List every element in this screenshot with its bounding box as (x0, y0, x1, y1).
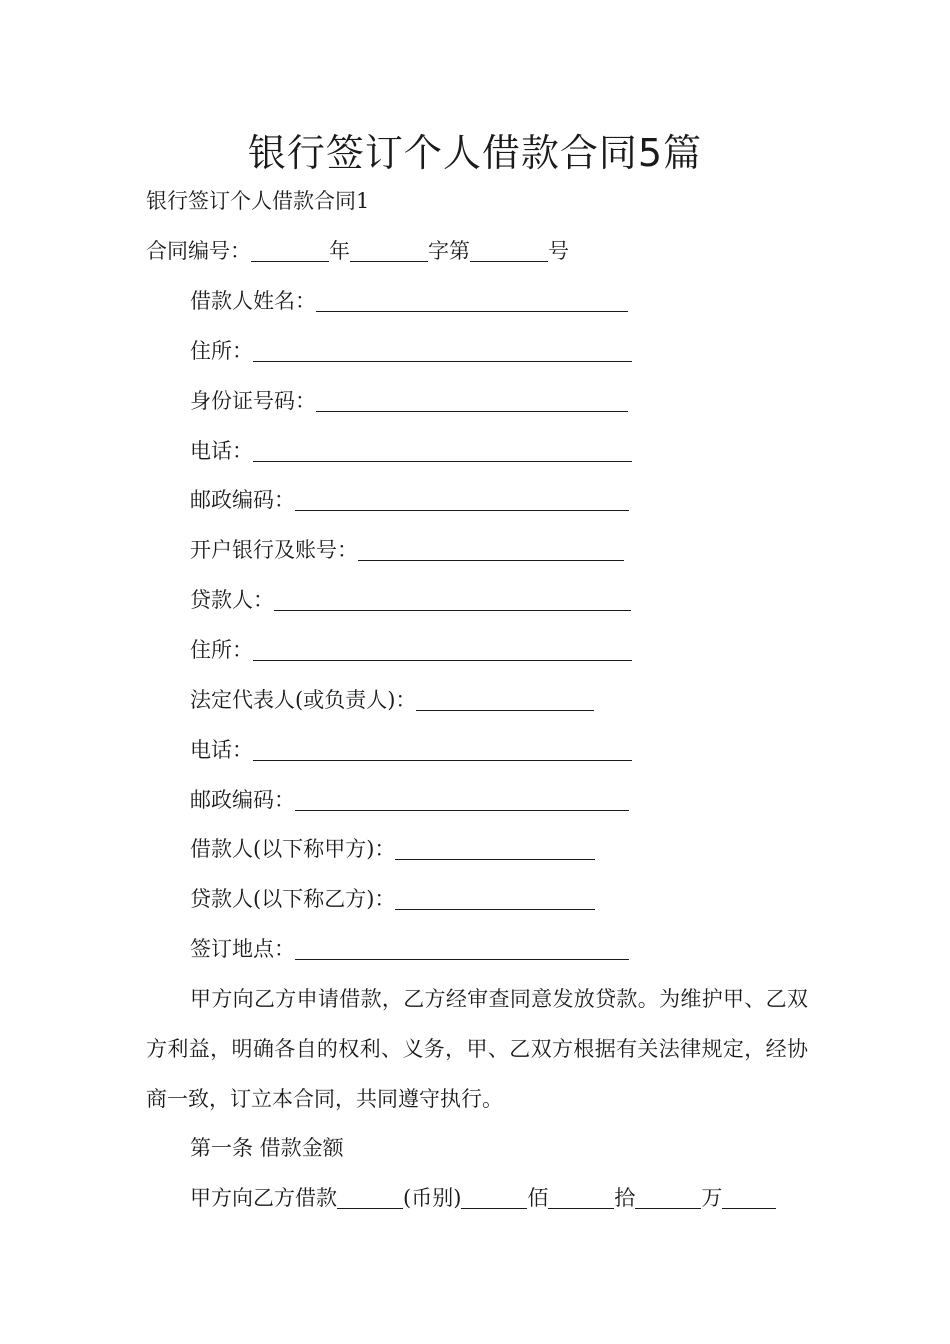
article-text: 万 (701, 1186, 723, 1210)
field-party-b (190, 884, 595, 914)
field-label: 住所： (190, 638, 253, 662)
blank-field (316, 389, 628, 412)
blank-field (253, 339, 632, 362)
blank-field (295, 788, 629, 811)
blank-field (635, 1186, 701, 1209)
field-borrower-phone (190, 436, 632, 466)
contract-zi-label: 字第 (428, 239, 470, 263)
blank-field (253, 638, 632, 661)
field-label: 电话： (190, 439, 253, 463)
field-id-number (190, 386, 628, 416)
blank-field (295, 488, 629, 511)
field-label: 签订地点： (190, 937, 295, 961)
blank-field (253, 738, 632, 761)
field-label: 贷款人(以下称乙方)： (190, 887, 396, 911)
blank-field (470, 239, 548, 262)
blank-field (395, 837, 595, 860)
blank-field (358, 538, 624, 561)
blank-field (316, 289, 628, 312)
field-label: 电话： (190, 738, 253, 762)
field-borrower-name (190, 286, 628, 316)
field-lender-postcode (190, 785, 629, 815)
field-label: 借款人(以下称甲方)： (190, 837, 396, 861)
field-lender (190, 585, 631, 615)
field-party-a (190, 834, 595, 864)
blank-field (274, 588, 631, 611)
article-text: 甲方向乙方借款 (190, 1186, 337, 1210)
contract-year-label: 年 (329, 239, 350, 263)
blank-field (251, 239, 329, 262)
field-label: 法定代表人(或负责人)： (190, 688, 417, 712)
field-borrower-address (190, 336, 632, 366)
document-subtitle: 银行签订个人借款合同1 (146, 189, 370, 213)
article-1-text (190, 1183, 776, 1213)
blank-field (548, 1186, 614, 1209)
article-text: 佰 (527, 1186, 549, 1210)
field-label: 贷款人： (190, 588, 274, 612)
article-text: 拾 (614, 1186, 636, 1210)
contract-number-label: 合同编号： (146, 239, 251, 263)
blank-field (416, 688, 594, 711)
blank-field (337, 1186, 403, 1209)
field-signing-place (190, 934, 629, 964)
field-legal-representative (190, 685, 594, 715)
field-lender-address (190, 635, 632, 665)
field-label: 身份证号码： (190, 389, 316, 413)
field-borrower-postcode (190, 485, 629, 515)
article-text: (币别) (403, 1186, 462, 1210)
blank-field (295, 937, 629, 960)
blank-field (722, 1186, 776, 1209)
blank-field (395, 887, 595, 910)
field-label: 邮政编码： (190, 788, 295, 812)
contract-number-line (146, 236, 569, 266)
field-label: 开户银行及账号： (190, 538, 358, 562)
article-1-heading: 第一条 借款金额 (190, 1136, 344, 1160)
field-bank-account (190, 535, 624, 565)
blank-field (253, 439, 632, 462)
field-label: 借款人姓名： (190, 289, 316, 313)
blank-field (350, 239, 428, 262)
blank-field (461, 1186, 527, 1209)
field-label: 邮政编码： (190, 488, 295, 512)
preamble-paragraph: 甲方向乙方申请借款，乙方经审查同意发放贷款。为维护甲、乙双方利益，明确各自的权利、义务，甲、乙双方根据有关法律规定，经协商一致，订立本合同，共同遵守执行。 (146, 987, 808, 1111)
field-label: 住所： (190, 339, 253, 363)
document-title: 银行签订个人借款合同5篇 (247, 131, 703, 175)
contract-hao-label: 号 (548, 239, 569, 263)
field-lender-phone (190, 735, 632, 765)
